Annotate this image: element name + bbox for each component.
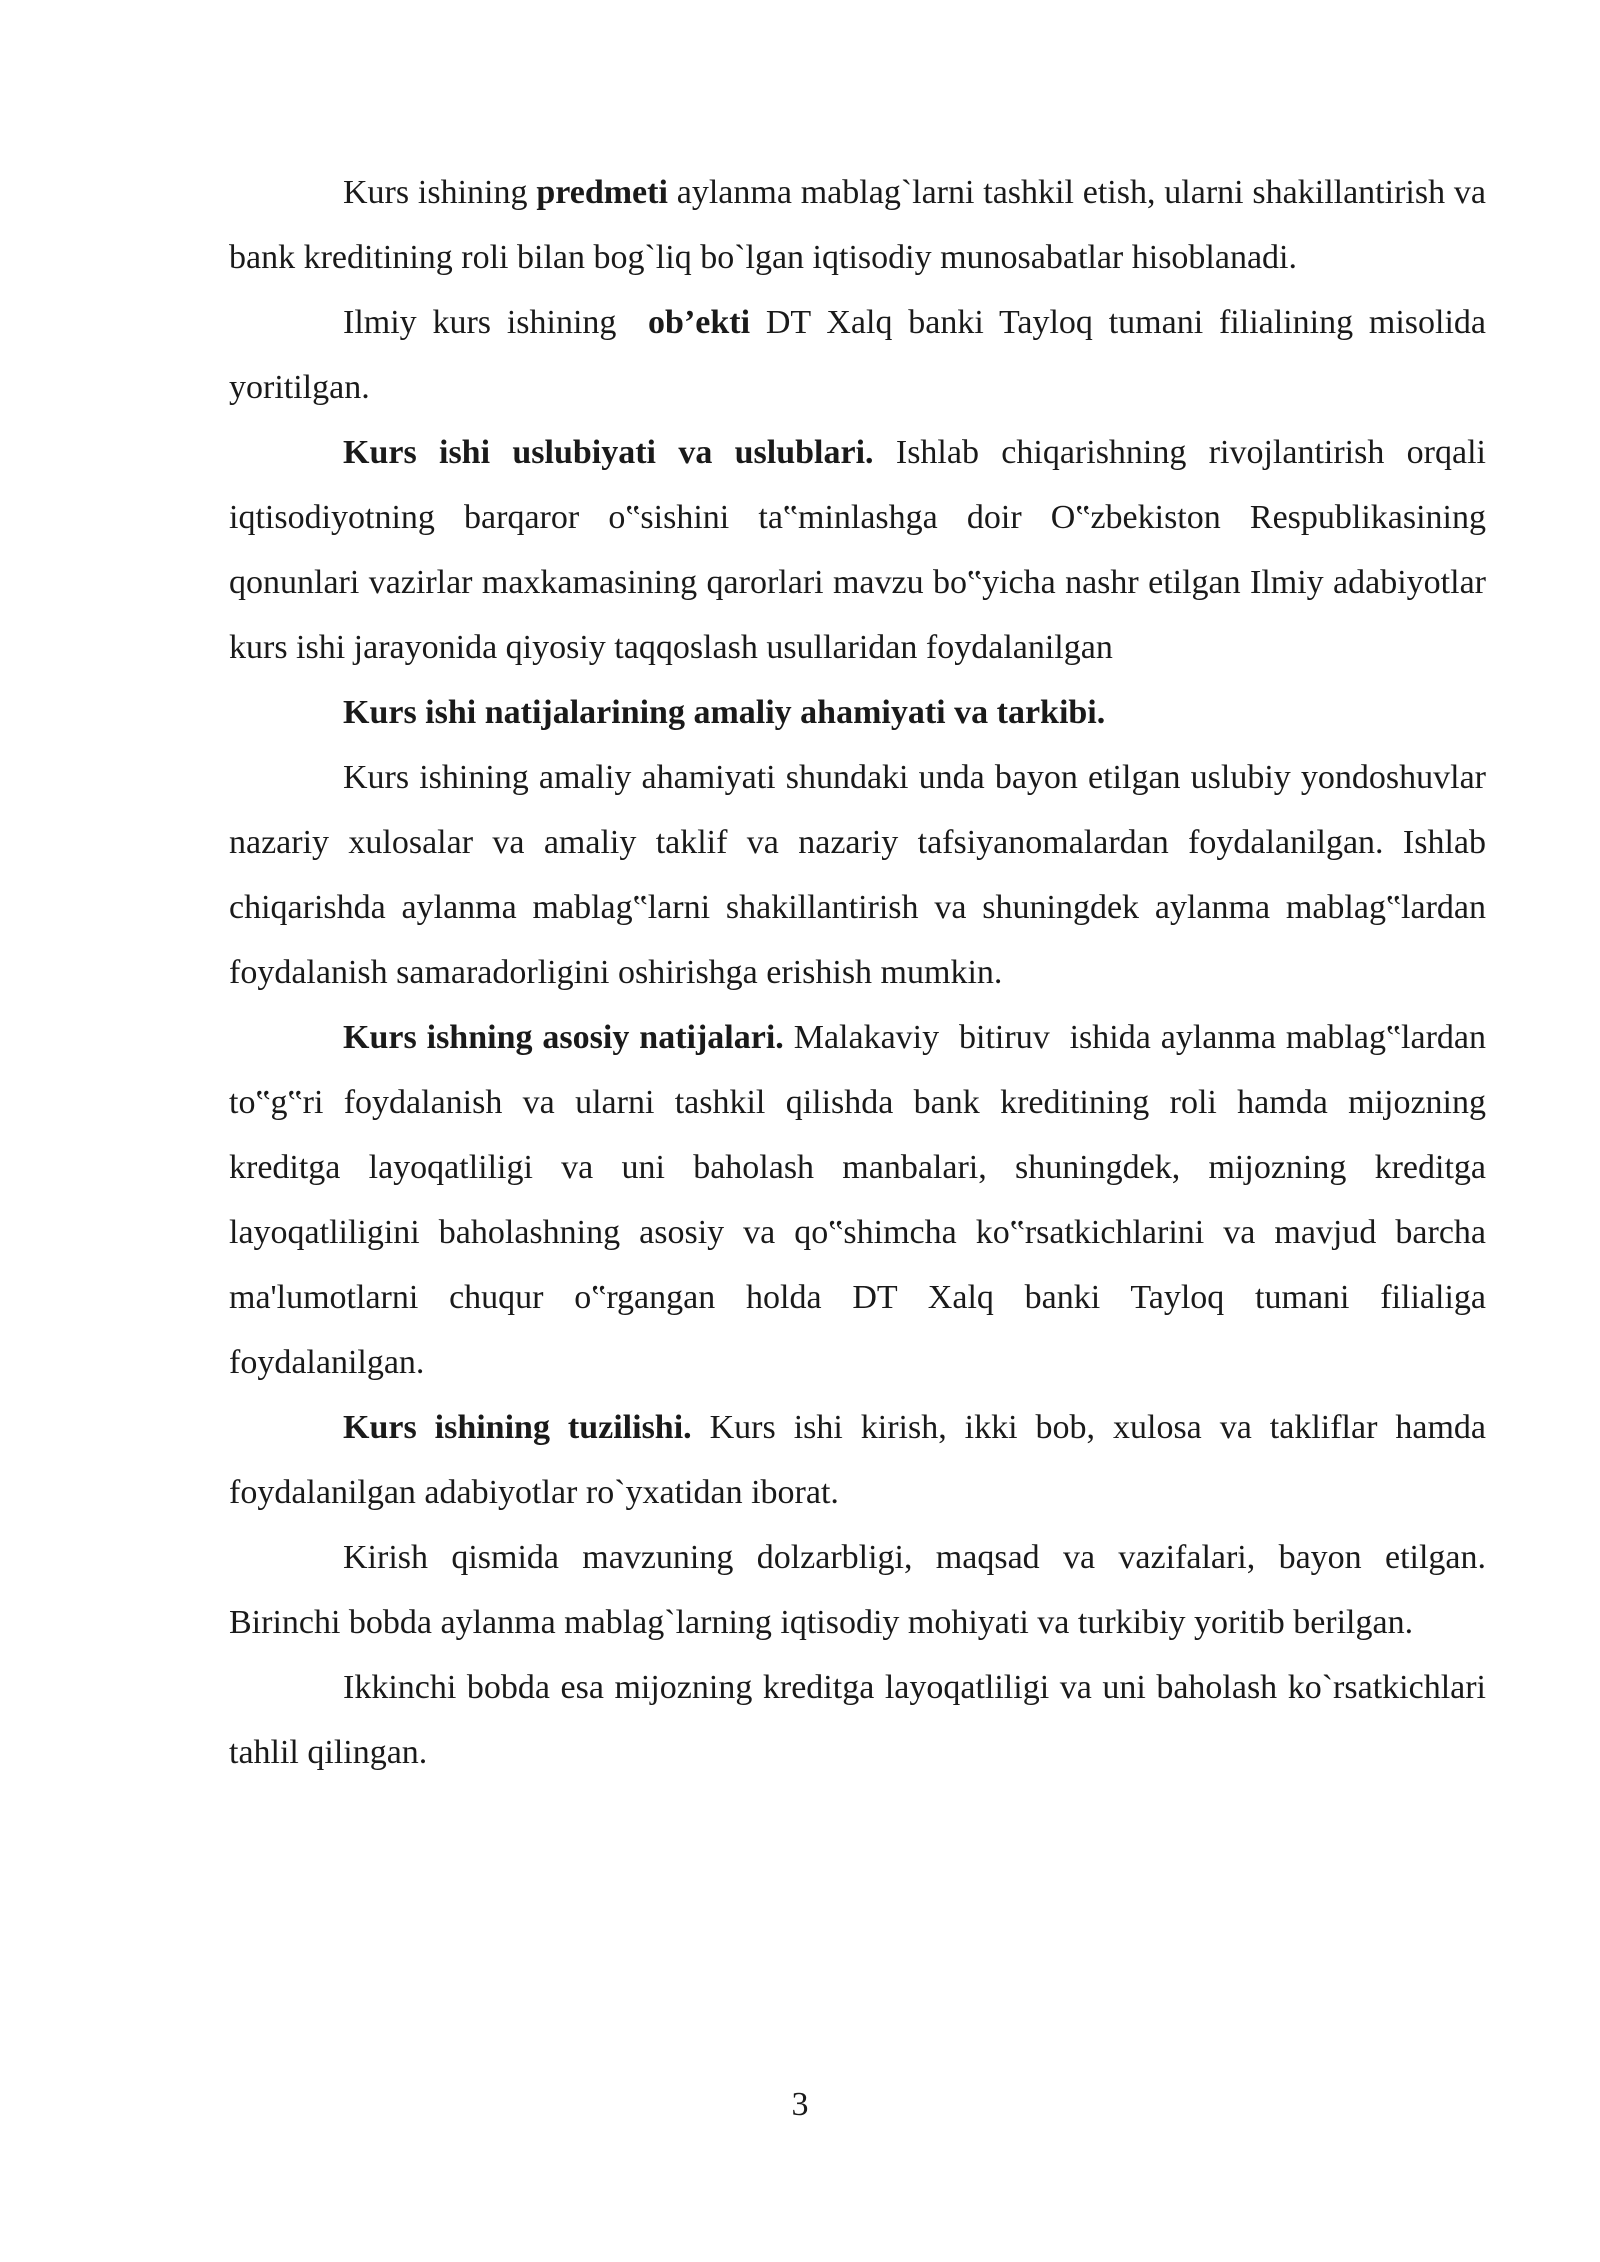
paragraph-practical-significance (229, 745, 1486, 1005)
paragraph-lead: Ikkinchi bobda esa mijozning kreditga layoqatliligi va uni baholash ko`rsatkichlari tahlil qilingan. (229, 1669, 1486, 1771)
paragraph-text: Malakaviy bitiruv ishida aylanma mablag‟lardan to‟g‟ri foydalanish va ularni tashkil qilishda bank kreditining roli hamda mijozning kreditga layoqatliligi va uni baholash manbalari, shuningdek, mijozning kreditga layoqatliligini baholashning asosiy va qo‟shimcha ko‟rsatkichlarini va mavjud barcha ma'lumotlarni chuqur o‟rgangan holda DT Xalq banki Tayloq tumani filialiga foydalanilgan. (229, 1019, 1495, 1381)
paragraph-practical-heading (229, 680, 1486, 745)
document-body (229, 160, 1495, 1785)
paragraph-bold: Kurs ishi uslubiyati va uslublari. (343, 434, 874, 471)
paragraph-structure (229, 1395, 1486, 1525)
paragraph-lead: Ilmiy kurs ishining (343, 304, 649, 341)
paragraph-text: Kurs ishi kirish, ikki bob, xulosa va takliflar hamda foydalanilgan adabiyotlar ro`yxatidan iborat. (229, 1409, 1486, 1511)
paragraph-lead: Kurs ishining (343, 174, 537, 211)
paragraph-bold: ob’ekti (648, 304, 751, 341)
paragraph-bold: Kurs ishining tuzilishi. (343, 1409, 692, 1446)
paragraph-text: Ishlab chiqarishning rivojlantirish orqali iqtisodiyotning barqaror o‟sishini ta‟minlashga doir O‟zbekiston Respublikasining qonunlari vazirlar maxkamasining qarorlari mavzu bo‟yicha nashr etilgan Ilmiy adabiyotlar kurs ishi jarayonida qiyosiy taqqoslash usullaridan foydalanilgan (229, 434, 1486, 666)
paragraph-main-results (229, 1005, 1495, 1395)
page-number: 3 (791, 2086, 809, 2123)
paragraph-subject (229, 160, 1486, 290)
paragraph-bold: Kurs ishning asosiy natijalari. (343, 1019, 784, 1056)
paragraph-lead: Kirish qismida mavzuning dolzarbligi, maqsad va vazifalari, bayon etilgan. Birinchi bobda aylanma mablag`larning iqtisodiy mohiyati va turkibiy yoritib berilgan. (229, 1539, 1486, 1641)
paragraph-object (229, 290, 1486, 420)
paragraph-methodology (229, 420, 1486, 680)
paragraph-chapter-two (229, 1655, 1486, 1785)
paragraph-text: aylanma mablag`larni tashkil etish, ularni shakillantirish va bank kreditining roli bilan bog`liq bo`lgan iqtisodiy munosabatlar hisoblanadi. (229, 174, 1486, 276)
paragraph-lead: Kurs ishining amaliy ahamiyati shundaki unda bayon etilgan uslubiy yondoshuvlar nazariy xulosalar va amaliy taklif va nazariy tafsiyanomalardan foydalanilgan. Ishlab chiqarishda aylanma mablag‟larni shakillantirish va shuningdek aylanma mablag‟lardan foydalanish samaradorligini oshirishga erishish mumkin. (229, 759, 1486, 991)
paragraph-bold: Kurs ishi natijalarining amaliy ahamiyati va tarkibi. (343, 694, 1106, 731)
paragraph-introduction-chapter-one (229, 1525, 1486, 1655)
paragraph-text: DT Xalq banki Tayloq tumani filialining misolida yoritilgan. (229, 304, 1486, 406)
paragraph-bold: predmeti (536, 174, 668, 211)
